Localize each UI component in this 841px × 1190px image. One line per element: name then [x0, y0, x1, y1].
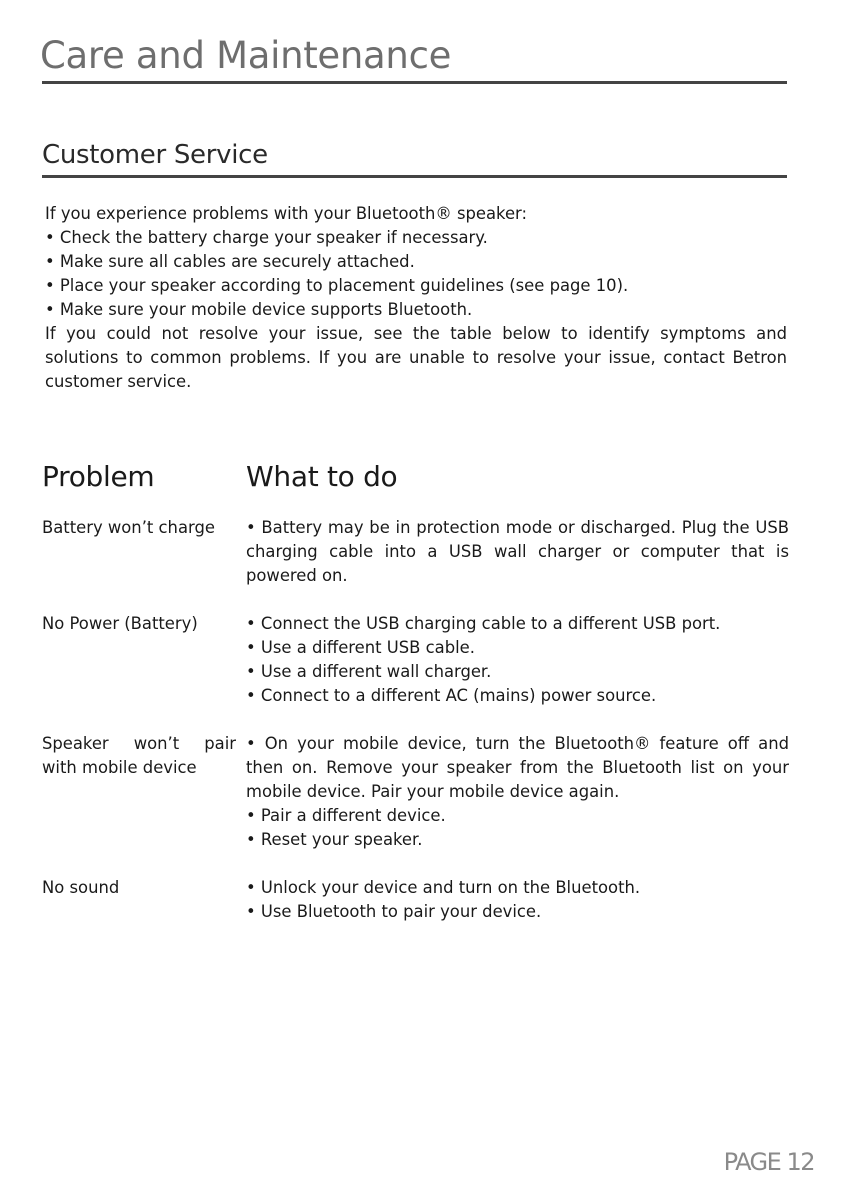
solution-item: • Battery may be in protection mode or discharged. Plug the USB charging cable into a USB wall charger or computer that is powered on. — [246, 518, 789, 585]
intro-bullet: • Make sure all cables are securely attached. — [45, 252, 415, 271]
solution-item: • Use Bluetooth to pair your device. — [246, 902, 542, 921]
intro-lead: If you experience problems with your Bluetooth® speaker: — [45, 204, 528, 223]
solution-item: • Use a different wall charger. — [246, 662, 492, 681]
solution-item: • Connect to a different AC (mains) power source. — [246, 686, 657, 705]
solution-item: • Use a different USB cable. — [246, 638, 475, 657]
solution-cell — [246, 876, 789, 924]
section-divider — [42, 175, 787, 178]
solution-cell — [246, 612, 789, 708]
problem-cell: Battery won’t charge — [42, 518, 215, 537]
solution-item: • Pair a different device. — [246, 806, 446, 825]
problem-column-header: Problem — [42, 460, 155, 493]
what-to-do-column-header: What to do — [246, 460, 398, 493]
solution-cell — [246, 516, 789, 588]
intro-bullet: • Make sure your mobile device supports Bluetooth. — [45, 300, 473, 319]
solution-item: • Unlock your device and turn on the Bluetooth. — [246, 878, 641, 897]
solution-item: • Connect the USB charging cable to a different USB port. — [246, 614, 721, 633]
problem-cell: No Power (Battery) — [42, 614, 198, 633]
title-divider — [42, 81, 787, 84]
intro-closing: If you could not resolve your issue, see the table below to identify symptoms and solutions to common problems. If you are unable to resolve your issue, contact Betron customer service. — [45, 324, 787, 391]
page-title: Care and Maintenance — [40, 34, 452, 77]
problem-cell: No sound — [42, 878, 120, 897]
solution-item: • Reset your speaker. — [246, 830, 423, 849]
intro-bullet: • Check the battery charge your speaker if necessary. — [45, 228, 488, 247]
intro-bullet: • Place your speaker according to placement guidelines (see page 10). — [45, 276, 629, 295]
solution-cell — [246, 732, 789, 852]
solution-item: • On your mobile device, turn the Bluetooth® feature off and then on. Remove your speaker from the Bluetooth list on your mobile device. Pair your mobile device again. — [246, 734, 789, 801]
intro-block — [45, 202, 787, 394]
section-title: Customer Service — [42, 140, 268, 170]
page-number: PAGE 12 — [723, 1148, 814, 1176]
problem-cell: Speaker won’t pair with mobile device — [42, 734, 236, 777]
